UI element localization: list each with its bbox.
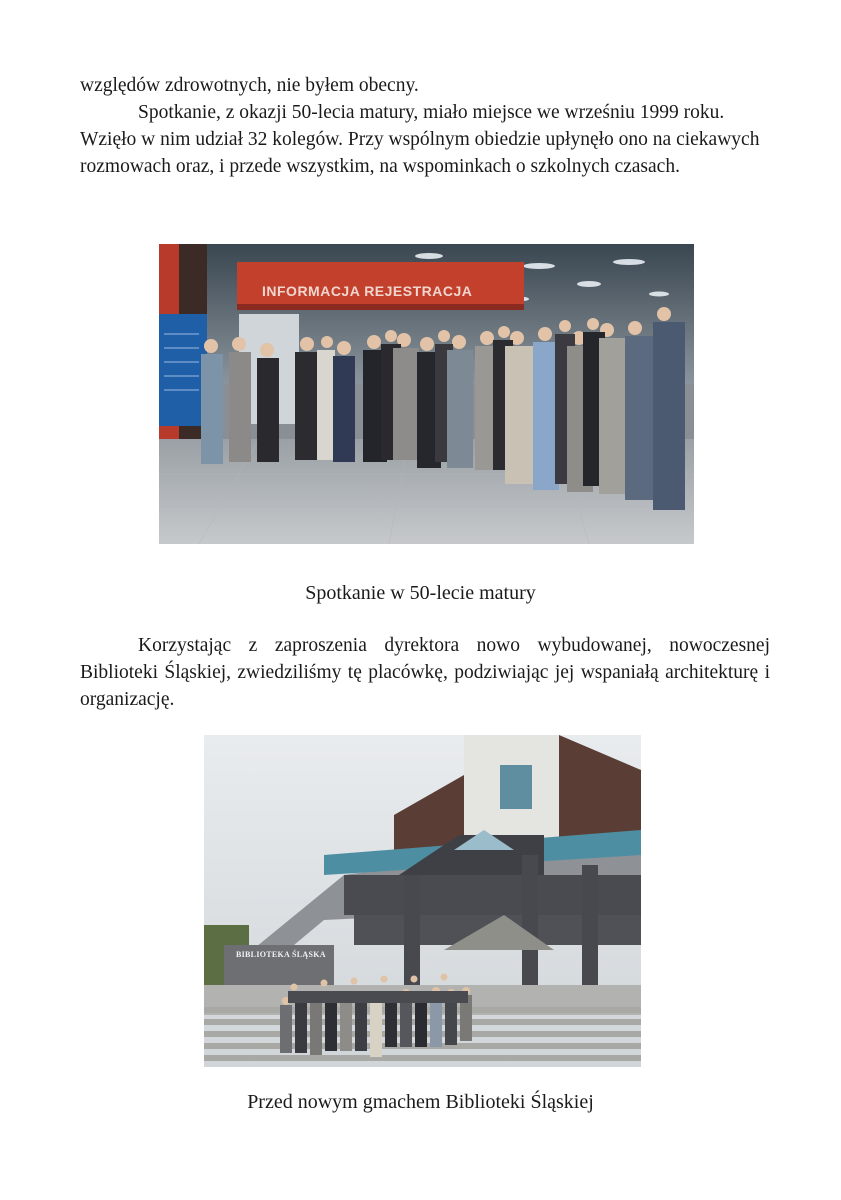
caption-group-photo: Spotkanie w 50-lecie matury <box>305 582 536 604</box>
caption-library-photo: Przed nowym gmachem Biblioteki Śląskiej <box>247 1091 594 1113</box>
paragraph-library-visit: Korzystając z zaproszenia dyrektora nowo wybudowanej, nowoczesnej Biblioteki Śląskiej, zwiedziliśmy tę placówkę, podziwiając jej wspaniałą architekturę i organizację. <box>80 635 770 710</box>
paragraph-continued: względów zdrowotnych, nie byłem obecny. <box>80 75 419 96</box>
middle-text <box>80 632 770 713</box>
library-photo <box>204 735 641 1067</box>
library-sign: BIBLIOTEKA ŚLĄSKA <box>236 950 326 959</box>
information-sign: INFORMACJA REJESTRACJA <box>262 283 473 299</box>
top-text <box>80 72 770 180</box>
library-photo-illustration <box>204 735 641 1067</box>
paragraph-meeting: Spotkanie, z okazji 50-lecia matury, miało miejsce we wrześniu 1999 roku. Wzięło w nim udział 32 kolegów. Przy wspólnym obiedzie upłynęło ono na ciekawych rozmowach oraz, i przede wszystkim, na wspominkach o szkolnych czasach. <box>80 102 760 177</box>
